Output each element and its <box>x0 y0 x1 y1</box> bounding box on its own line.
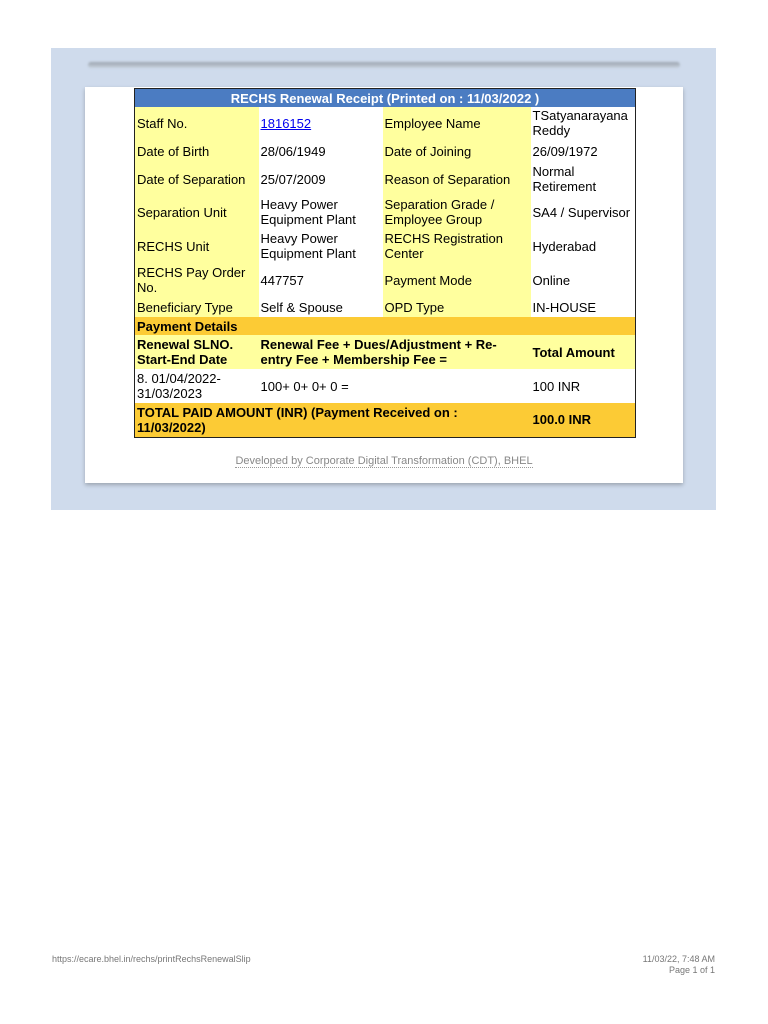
value-beneficiary: Self & Spouse <box>259 297 383 317</box>
label-sep-grade: Separation Grade / Employee Group <box>383 195 531 229</box>
total-label: TOTAL PAID AMOUNT (INR) (Payment Received on : 11/03/2022) <box>135 403 531 437</box>
label-employee-name: Employee Name <box>383 107 531 139</box>
label-reg-center: RECHS Registration Center <box>383 229 531 263</box>
value-sep-unit: Heavy Power Equipment Plant <box>259 195 383 229</box>
value-reg-center: Hyderabad <box>531 229 636 263</box>
value-opd: IN-HOUSE <box>531 297 636 317</box>
label-reason: Reason of Separation <box>383 163 531 195</box>
print-page-number: Page 1 of 1 <box>668 965 715 975</box>
payment-section-row <box>135 317 636 335</box>
print-stamp <box>643 954 715 976</box>
value-pay-order: 447757 <box>259 263 383 297</box>
receipt-table <box>134 88 636 438</box>
row-beneficiary <box>135 297 636 317</box>
value-doj: 26/09/1972 <box>531 139 636 163</box>
row-staff <box>135 107 636 139</box>
value-total: 100 INR <box>531 369 636 403</box>
payment-section-title: Payment Details <box>135 317 636 335</box>
row-rechs-unit <box>135 229 636 263</box>
value-reason: Normal Retirement <box>531 163 636 195</box>
label-pay-order: RECHS Pay Order No. <box>135 263 259 297</box>
label-dos: Date of Separation <box>135 163 259 195</box>
row-sep-unit <box>135 195 636 229</box>
print-url: https://ecare.bhel.in/rechs/printRechsRenewalSlip <box>52 954 251 964</box>
developer-credit-text: Developed by Corporate Digital Transformation (CDT), BHEL <box>235 455 533 467</box>
header-slno: Renewal SLNO. Start-End Date <box>135 335 259 369</box>
label-payment-mode: Payment Mode <box>383 263 531 297</box>
value-payment-mode: Online <box>531 263 636 297</box>
receipt-title-row <box>135 89 636 108</box>
row-dob <box>135 139 636 163</box>
receipt-title: RECHS Renewal Receipt (Printed on : 11/03/2022 ) <box>135 89 636 108</box>
value-fee: 100+ 0+ 0+ 0 = <box>259 369 531 403</box>
payment-row <box>135 369 636 403</box>
staff-no-link[interactable]: 1816152 <box>260 115 312 131</box>
total-row <box>135 403 636 437</box>
developer-credit <box>0 455 768 467</box>
value-dos: 25/07/2009 <box>259 163 383 195</box>
value-sep-grade: SA4 / Supervisor <box>531 195 636 229</box>
value-employee-name: TSatyanarayana Reddy <box>531 107 636 139</box>
total-value: 100.0 INR <box>531 403 636 437</box>
payment-header-row <box>135 335 636 369</box>
label-rechs-unit: RECHS Unit <box>135 229 259 263</box>
label-sep-unit: Separation Unit <box>135 195 259 229</box>
row-pay-order <box>135 263 636 297</box>
header-fee: Renewal Fee + Dues/Adjustment + Re-entry Fee + Membership Fee = <box>259 335 531 369</box>
row-separation <box>135 163 636 195</box>
label-doj: Date of Joining <box>383 139 531 163</box>
label-dob: Date of Birth <box>135 139 259 163</box>
print-datetime: 11/03/22, 7:48 AM <box>642 954 715 964</box>
label-staff-no: Staff No. <box>135 107 259 139</box>
header-shadow-bar <box>88 62 680 68</box>
value-dob: 28/06/1949 <box>259 139 383 163</box>
label-opd: OPD Type <box>383 297 531 317</box>
label-beneficiary: Beneficiary Type <box>135 297 259 317</box>
value-slno: 8. 01/04/2022-31/03/2023 <box>135 369 259 403</box>
header-total: Total Amount <box>531 335 636 369</box>
value-rechs-unit: Heavy Power Equipment Plant <box>259 229 383 263</box>
